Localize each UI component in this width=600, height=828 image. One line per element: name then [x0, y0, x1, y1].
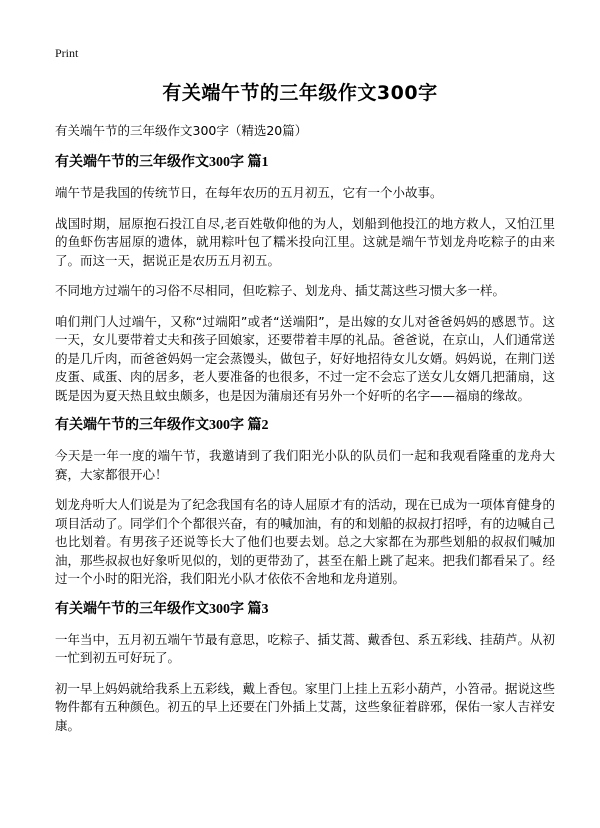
- paragraph: 初一早上妈妈就给我系上五彩线，戴上香包。家里门上挂上五彩小葫芦，小笤帚。据说这些物件都有五种颜色。初五的早上还要在门外插上艾蒿，这些象征着辟邪，保佑一家人吉祥安康。: [55, 680, 556, 733]
- essay-section-2: [55, 417, 555, 589]
- paragraph: 今天是一年一度的端午节，我邀请到了我们阳光小队的队员们一起和我观看隆重的龙舟大赛，大家都很开心！: [55, 448, 555, 482]
- page-title: 有关端午节的三年级作文300字: [162, 82, 438, 104]
- section-heading: 有关端午节的三年级作文300字 篇2: [55, 418, 269, 433]
- paragraph: 划龙舟听大人们说是为了纪念我国有名的诗人屈原才有的活动，现在已成为一项体育健身的项目活动了。同学们个个都很兴奋，有的喊加油，有的和划船的叔叔打招呼，有的边喊自己也比划着。有男孩子还说等长大了他们也要去划。总之大家都在为那些划船的叔叔们喊加油，那些叔叔也好象听见似的，划的更带劲了，甚至在船上跳了起来。把我们都看呆了。经过一个小时的阳光浴，我们阳光小队才依依不舍地和龙舟道别。: [55, 497, 556, 586]
- paragraph: 战国时期，屈原抱石投江自尽,老百姓敬仰他的为人，划船到他投江的地方救人，又怕江里的鱼虾伤害屈原的遗体，就用粽叶包了糯米投向江里。这就是端午节划龙舟吃粽子的由来了。而这一天，据说正是农历五月初五。: [55, 215, 555, 268]
- print-label[interactable]: Print: [55, 46, 79, 60]
- paragraph: 不同地方过端午的习俗不尽相同，但吃粽子、划龙舟、插艾蒿这些习惯大多一样。: [55, 283, 506, 298]
- paragraph: 咱们荆门人过端午，又称“过端阳”或者“送端阳”，是出嫁的女儿对爸爸妈妈的感恩节。这一天，女儿要带着丈夫和孩子回娘家，还要带着丰厚的礼品。爸爸说，在京山，人们通常送的是几斤肉，而爸爸妈妈一定会蒸馒头，做包子，好好地招待女儿女婿。妈妈说，在荆门送皮蛋、咸蛋、肉的居多，老人要准备的也很多，不过一定不会忘了送女儿女婿几把蒲扇，这既是因为夏天热且蚊虫颇多，也是因为蒲扇还有另外一个好听的名字——福扇的缘故。: [55, 313, 556, 403]
- section-heading: 有关端午节的三年级作文300字 篇1: [55, 155, 269, 170]
- essay-section-1: [55, 154, 555, 405]
- section-heading: 有关端午节的三年级作文300字 篇3: [55, 601, 269, 617]
- essay-section-3: [55, 601, 555, 736]
- paragraph: 端午节是我国的传统节日，在每年农历的五月初五，它有一个小故事。: [55, 185, 443, 200]
- paragraph: 一年当中，五月初五端午节最有意思，吃粽子、插艾蒿、戴香包、系五彩线、挂葫芦。从初一忙到初五可好玩了。: [55, 631, 556, 665]
- document-body: [55, 122, 555, 735]
- document-subtitle: 有关端午节的三年级作文300字（精选20篇）: [55, 123, 308, 138]
